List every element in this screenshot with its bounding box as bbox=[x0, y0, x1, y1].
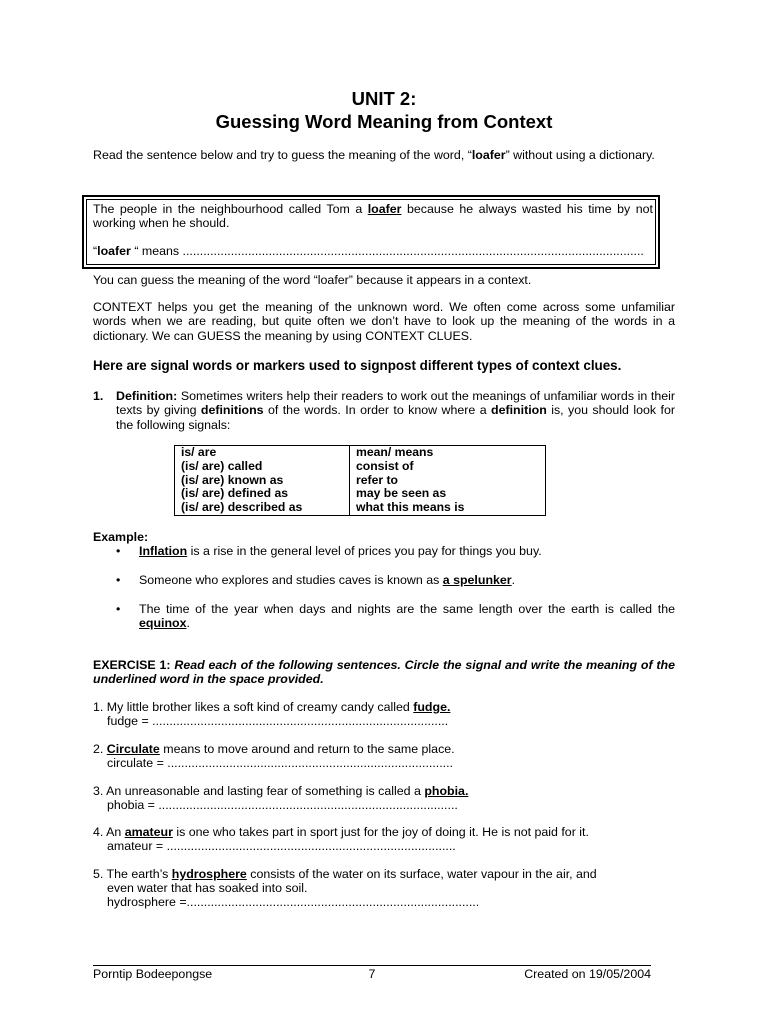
exercise-item-4: 4. An amateur is one who takes part in sport just for the joy of doing it. He is not paid for it. bbox=[93, 825, 589, 839]
page-footer bbox=[93, 965, 651, 982]
example-item: Someone who explores and studies caves is known as a spelunker. bbox=[139, 573, 516, 587]
exercise-item-2: 2. Circulate means to move around and return to the same place. bbox=[93, 742, 455, 756]
box-sentence: The people in the neighbourhood called Tom a loafer because he always wasted his time by not working when he should. bbox=[93, 202, 653, 231]
footer-author: Porntip Bodeepongse bbox=[93, 967, 213, 981]
answer-field-5[interactable]: hydrosphere =..................................................................................... bbox=[107, 895, 480, 909]
table-cell: (is/ are) described as bbox=[175, 501, 350, 515]
page-title: Guessing Word Meaning from Context bbox=[215, 111, 553, 132]
box-means-line: “loafer “ means ...................................................................................................................................... bbox=[93, 244, 644, 258]
table-cell: may be seen as bbox=[350, 487, 546, 501]
answer-field-3[interactable]: phobia = ....................................................................................... bbox=[107, 798, 458, 812]
table-cell: consist of bbox=[350, 460, 546, 474]
table-cell: what this means is bbox=[350, 501, 546, 515]
signal-heading: Here are signal words or markers used to signpost different types of context clues. bbox=[93, 358, 622, 373]
answer-field-4[interactable]: amateur = .................................................................................... bbox=[107, 839, 456, 853]
bullet-icon: • bbox=[116, 602, 121, 616]
table-cell: (is/ are) called bbox=[175, 460, 350, 474]
exercise-item-3: 3. An unreasonable and lasting fear of something is called a phobia. bbox=[93, 784, 469, 798]
box-sentence-word: loafer bbox=[367, 202, 402, 216]
table-cell: (is/ are) known as bbox=[175, 474, 350, 488]
table-cell: refer to bbox=[350, 474, 546, 488]
exercise-label: EXERCISE 1: bbox=[93, 658, 171, 672]
example-label: Example: bbox=[93, 530, 149, 544]
table-row bbox=[175, 474, 546, 488]
answer-field-2[interactable]: circulate = ................................................................................... bbox=[107, 756, 453, 770]
exercise-item-5-cont: even water that has soaked into soil. bbox=[107, 881, 308, 895]
exercise-item-5: 5. The earth’s hydrosphere consists of the water on its surface, water vapour in the air, and bbox=[93, 867, 597, 881]
table-row bbox=[175, 501, 546, 515]
box-answer-blank[interactable]: ...................................................................................................................................... bbox=[182, 244, 644, 258]
example-item: Inflation is a rise in the general level of prices you pay for things you buy. bbox=[139, 544, 542, 558]
bullet-icon: • bbox=[116, 573, 121, 587]
table-row bbox=[175, 487, 546, 501]
clues-paragraph: CONTEXT helps you get the meaning of the unknown word. We often come across some unfamiliar words when we are reading, but quite often we don’t have to look up the meaning of the words in a dictionary. We can GUESS the meaning by using CONTEXT CLUES. bbox=[93, 300, 675, 343]
footer-created-date: Created on 19/05/2004 bbox=[524, 967, 651, 981]
intro-paragraph: Read the sentence below and try to guess the meaning of the word, “loafer” without using a dictionary. bbox=[93, 148, 655, 162]
unit-heading: UNIT 2: bbox=[351, 88, 417, 109]
intro-keyword: loafer bbox=[471, 148, 506, 162]
box-means-word: loafer bbox=[97, 244, 131, 258]
definition-label: Definition: bbox=[116, 389, 178, 403]
table-cell: (is/ are) defined as bbox=[175, 487, 350, 501]
table-cell: is/ are bbox=[175, 446, 350, 460]
signals-table bbox=[174, 445, 546, 516]
table-cell: mean/ means bbox=[350, 446, 546, 460]
example-item: The time of the year when days and nights are the same length over the earth is called the equinox. bbox=[139, 602, 675, 631]
bullet-icon: • bbox=[116, 544, 121, 558]
footer-page-number: 7 bbox=[368, 967, 376, 981]
table-row bbox=[175, 460, 546, 474]
definition-number: 1. bbox=[93, 389, 104, 403]
context-paragraph: You can guess the meaning of the word “loafer” because it appears in a context. bbox=[93, 273, 532, 287]
table-row bbox=[175, 446, 546, 460]
exercise-instruction: EXERCISE 1: Read each of the following sentences. Circle the signal and write the meaning of the underlined word in the space provided. bbox=[93, 658, 675, 687]
definition-paragraph: Definition: Sometimes writers help their readers to work out the meanings of unfamiliar words in their texts by giving definitions of the words. In order to know where a definition is, you should look for the following signals: bbox=[116, 389, 675, 432]
answer-field-1[interactable]: fudge = ...................................................................................... bbox=[107, 714, 449, 728]
exercise-item-1: 1. My little brother likes a soft kind of creamy candy called fudge. bbox=[93, 700, 451, 714]
